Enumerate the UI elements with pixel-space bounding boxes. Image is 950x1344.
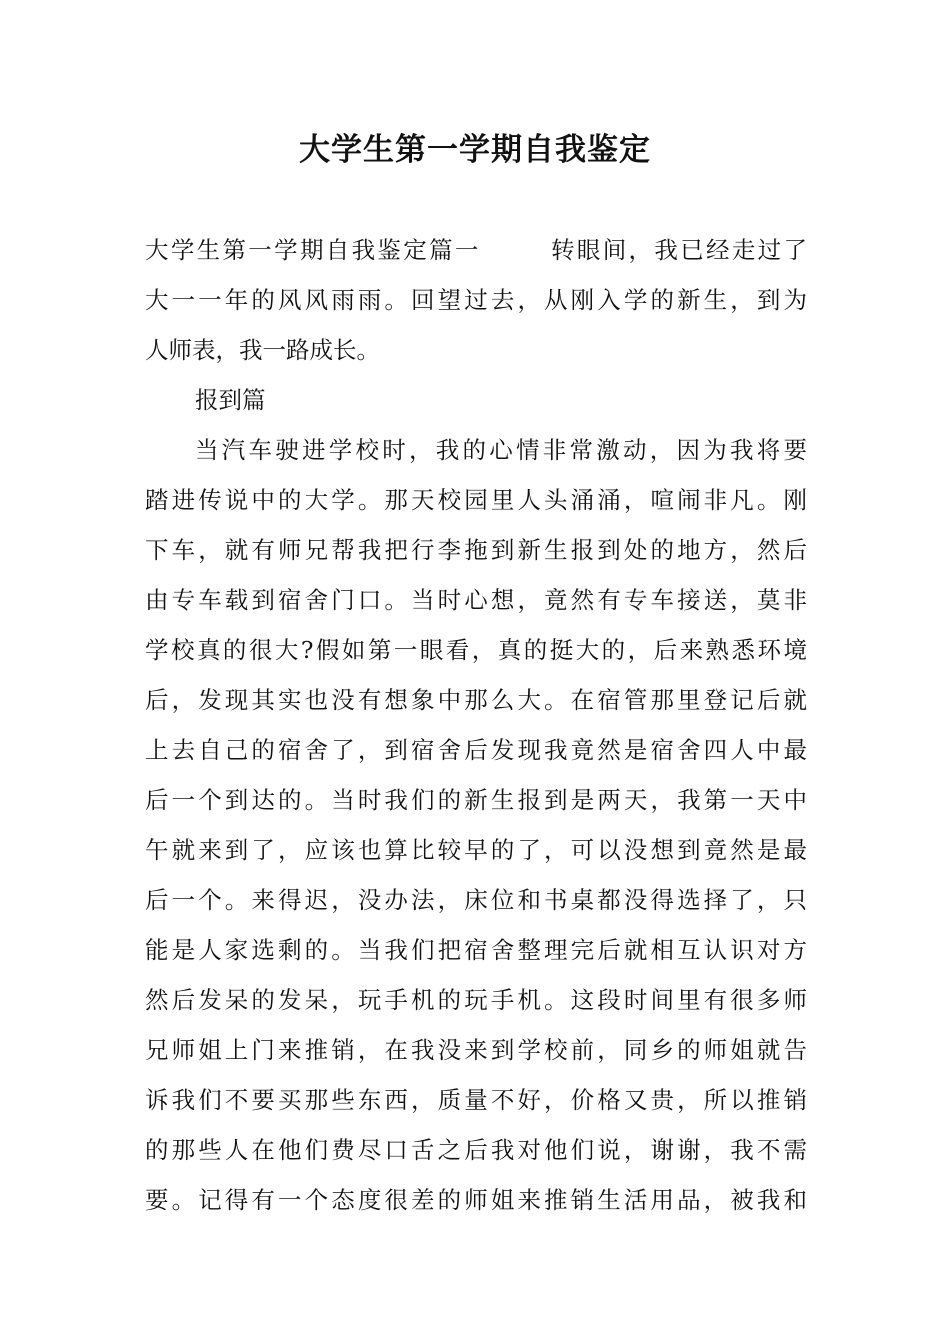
intro-line-3: 人师表，我一路成长。	[145, 336, 380, 364]
paragraph-line: 学校真的很大?假如第一眼看，真的挺大的，后来熟悉环境	[145, 636, 807, 664]
page-title: 大学生第一学期自我鉴定	[299, 132, 651, 168]
paragraph-line: 要。记得有一个态度很差的师姐来推销生活用品，被我和	[145, 1186, 807, 1214]
paragraph-line: 后，发现其实也没有想象中那么大。在宿管那里登记后就	[145, 686, 807, 714]
intro-line-1-tail: 转眼间，我已经走过了	[548, 236, 808, 264]
intro-line-1	[145, 225, 807, 275]
paragraph-line: 后一个。来得迟，没办法，床位和书桌都没得选择了，只	[145, 886, 807, 914]
paragraph-line: 诉我们不要买那些东西，质量不好，价格又贵，所以推销	[145, 1086, 807, 1114]
paragraph-line: 当汽车驶进学校时，我的心情非常激动，因为我将要	[195, 436, 807, 464]
paragraph-line: 的那些人在他们费尽口舌之后我对他们说，谢谢，我不需	[145, 1136, 807, 1164]
paragraph-line: 兄师姐上门来推销，在我没来到学校前，同乡的师姐就告	[145, 1036, 807, 1064]
document-body	[145, 225, 807, 1225]
paragraph-line: 由专车载到宿舍门口。当时心想，竟然有专车接送，莫非	[145, 586, 807, 614]
paragraph-line: 后一个到达的。当时我们的新生报到是两天，我第一天中	[145, 786, 807, 814]
intro-heading: 大学生第一学期自我鉴定篇一	[145, 236, 481, 264]
paragraph-line: 然后发呆的发呆，玩手机的玩手机。这段时间里有很多师	[145, 986, 807, 1014]
intro-line-2: 大一一年的风风雨雨。回望过去，从刚入学的新生，到为	[145, 286, 807, 314]
paragraph-line: 下车，就有师兄帮我把行李拖到新生报到处的地方，然后	[145, 536, 807, 564]
paragraph-line: 踏进传说中的大学。那天校园里人头涌涌，喧闹非凡。刚	[145, 486, 807, 514]
paragraph-line: 午就来到了，应该也算比较早的了，可以没想到竟然是最	[145, 836, 807, 864]
section-heading: 报到篇	[195, 386, 266, 414]
paragraph-line: 上去自己的宿舍了，到宿舍后发现我竟然是宿舍四人中最	[145, 736, 807, 764]
paragraph-line: 能是人家选剩的。当我们把宿舍整理完后就相互认识对方	[145, 936, 807, 964]
